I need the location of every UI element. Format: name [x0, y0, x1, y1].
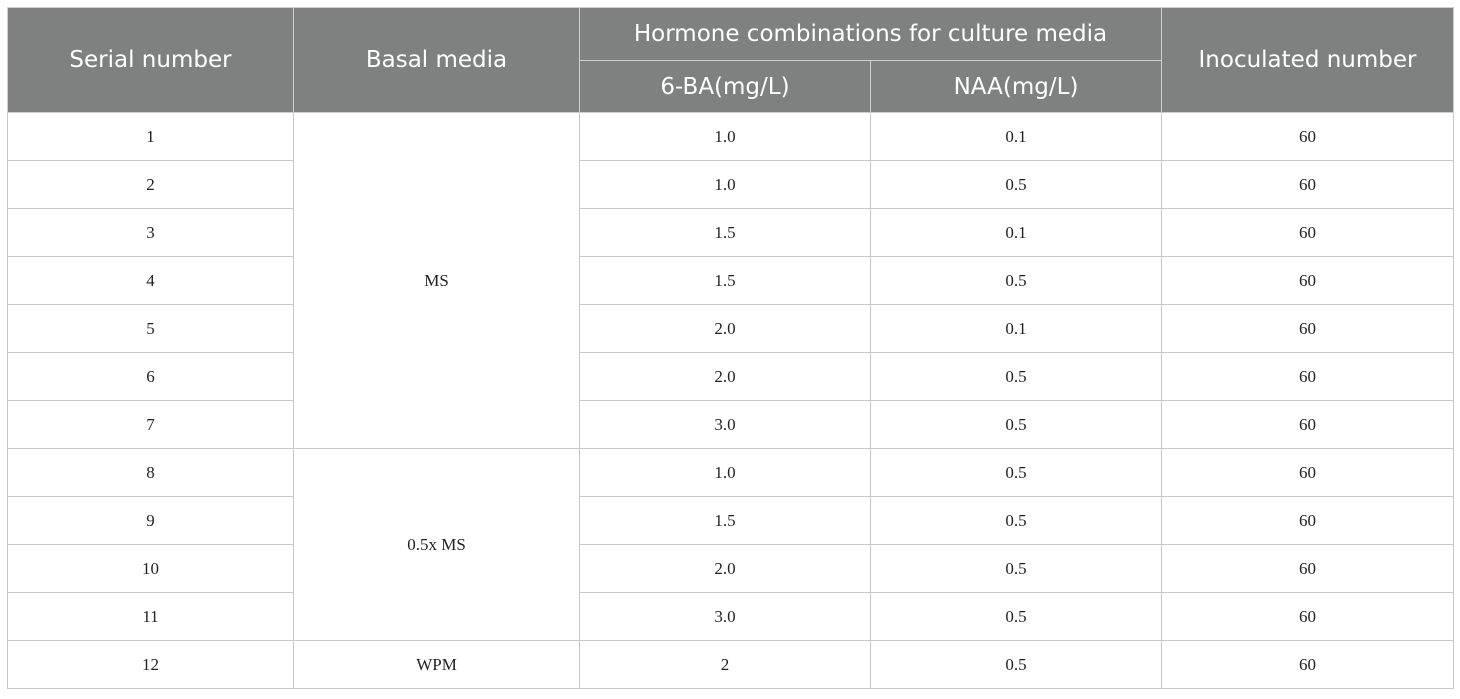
cell-naa: 0.1	[871, 113, 1162, 161]
cell-inoculated: 60	[1162, 641, 1454, 689]
table-header	[8, 8, 1454, 113]
table-row	[8, 353, 1454, 401]
cell-naa: 0.5	[871, 161, 1162, 209]
cell-serial: 4	[8, 257, 294, 305]
cell-naa: 0.1	[871, 305, 1162, 353]
cell-serial: 7	[8, 401, 294, 449]
cell-naa: 0.5	[871, 641, 1162, 689]
header-basal-media: Basal media	[294, 8, 580, 113]
table-row	[8, 497, 1454, 545]
table-row	[8, 401, 1454, 449]
header-row-top	[8, 8, 1454, 61]
cell-naa: 0.5	[871, 257, 1162, 305]
cell-inoculated: 60	[1162, 305, 1454, 353]
cell-inoculated: 60	[1162, 353, 1454, 401]
table-row	[8, 593, 1454, 641]
table-body	[8, 113, 1454, 689]
cell-inoculated: 60	[1162, 593, 1454, 641]
table-row	[8, 257, 1454, 305]
header-naa: NAA(mg/L)	[871, 61, 1162, 113]
cell-6ba: 1.0	[580, 161, 871, 209]
table-row	[8, 449, 1454, 497]
cell-6ba: 1.5	[580, 257, 871, 305]
cell-naa: 0.5	[871, 353, 1162, 401]
table-row	[8, 113, 1454, 161]
cell-serial: 2	[8, 161, 294, 209]
cell-naa: 0.5	[871, 593, 1162, 641]
table-row	[8, 161, 1454, 209]
cell-serial: 8	[8, 449, 294, 497]
cell-serial: 3	[8, 209, 294, 257]
cell-naa: 0.5	[871, 401, 1162, 449]
cell-serial: 11	[8, 593, 294, 641]
header-6ba: 6-BA(mg/L)	[580, 61, 871, 113]
cell-naa: 0.5	[871, 449, 1162, 497]
table-row	[8, 545, 1454, 593]
cell-naa: 0.1	[871, 209, 1162, 257]
header-hormone-combinations: Hormone combinations for culture media	[580, 8, 1162, 61]
cell-serial: 1	[8, 113, 294, 161]
culture-media-table	[7, 7, 1454, 689]
cell-6ba: 2.0	[580, 545, 871, 593]
cell-6ba: 2.0	[580, 353, 871, 401]
cell-basal-media: WPM	[294, 641, 580, 689]
cell-6ba: 2.0	[580, 305, 871, 353]
cell-inoculated: 60	[1162, 113, 1454, 161]
cell-serial: 9	[8, 497, 294, 545]
cell-inoculated: 60	[1162, 545, 1454, 593]
cell-naa: 0.5	[871, 545, 1162, 593]
cell-6ba: 2	[580, 641, 871, 689]
cell-serial: 12	[8, 641, 294, 689]
table-row	[8, 209, 1454, 257]
cell-serial: 6	[8, 353, 294, 401]
table-row	[8, 641, 1454, 689]
cell-6ba: 1.0	[580, 449, 871, 497]
cell-inoculated: 60	[1162, 497, 1454, 545]
cell-inoculated: 60	[1162, 161, 1454, 209]
cell-inoculated: 60	[1162, 401, 1454, 449]
cell-inoculated: 60	[1162, 449, 1454, 497]
cell-6ba: 3.0	[580, 593, 871, 641]
cell-6ba: 1.0	[580, 113, 871, 161]
header-serial-number: Serial number	[8, 8, 294, 113]
cell-6ba: 1.5	[580, 497, 871, 545]
cell-6ba: 1.5	[580, 209, 871, 257]
cell-serial: 5	[8, 305, 294, 353]
table-row	[8, 305, 1454, 353]
cell-basal-media: MS	[294, 113, 580, 449]
cell-basal-media: 0.5x MS	[294, 449, 580, 641]
cell-6ba: 3.0	[580, 401, 871, 449]
cell-inoculated: 60	[1162, 209, 1454, 257]
cell-serial: 10	[8, 545, 294, 593]
cell-inoculated: 60	[1162, 257, 1454, 305]
cell-naa: 0.5	[871, 497, 1162, 545]
header-inoculated-number: Inoculated number	[1162, 8, 1454, 113]
